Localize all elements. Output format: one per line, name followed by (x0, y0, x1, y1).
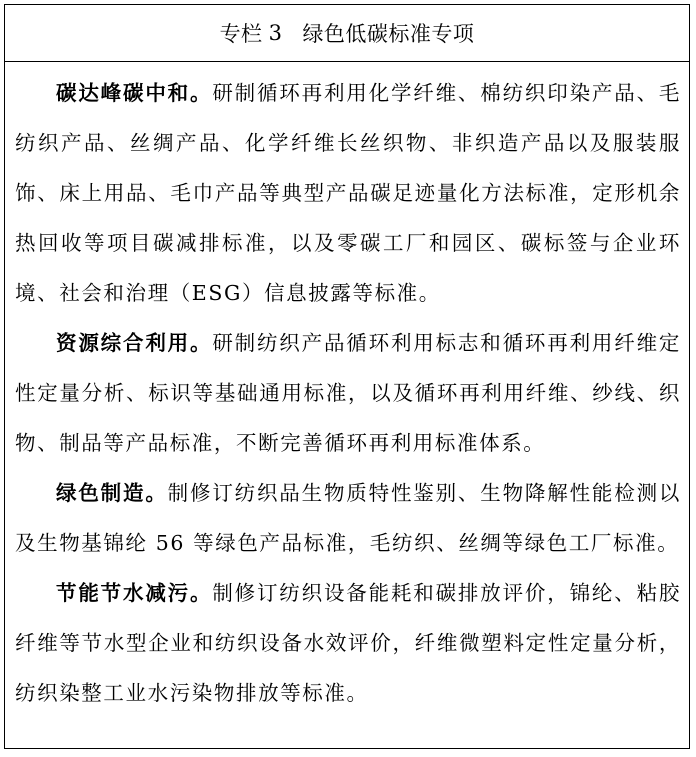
box-header (5, 5, 689, 62)
column-box (4, 4, 690, 749)
box-title: 绿色低碳标准专项 (302, 22, 475, 46)
section-text: 制修订纺织品生物质特性鉴别、生物降解性能检测以及生物基锦纶 56 等绿色产品标准，毛纺织、丝绸等绿色工厂标准。 (15, 481, 681, 555)
section-heading: 碳达峰碳中和。 (56, 81, 213, 105)
section-text: 制修订纺织设备能耗和碳排放评价，锦纶、粘胶纤维等节水型企业和纺织设备水效评价，纤维微塑料定性定量分析，纺织染整工业水污染物排放等标准。 (15, 581, 681, 705)
section-energy-water-saving (15, 568, 681, 718)
section-carbon-peak (15, 68, 681, 318)
section-heading: 节能节水减污。 (56, 581, 213, 605)
box-label: 专栏 (219, 22, 263, 46)
box-body (5, 62, 689, 718)
section-heading: 绿色制造。 (56, 481, 168, 505)
section-resource-utilization (15, 318, 681, 468)
section-heading: 资源综合利用。 (56, 331, 213, 355)
section-green-manufacturing (15, 468, 681, 568)
section-text: 研制纺织产品循环利用标志和循环再利用纤维定性定量分析、标识等基础通用标准，以及循环再利用纤维、纱线、织物、制品等产品标准，不断完善循环再利用标准体系。 (15, 331, 681, 455)
box-number: 3 (268, 21, 283, 45)
section-text: 研制循环再利用化学纤维、棉纺织印染产品、毛纺织产品、丝绸产品、化学纤维长丝织物、非织造产品以及服装服饰、床上用品、毛巾产品等典型产品碳足迹量化方法标准，定形机余热回收等项目碳减排标准，以及零碳工厂和园区、碳标签与企业环境、社会和治理（ESG）信息披露等标准。 (15, 81, 681, 305)
